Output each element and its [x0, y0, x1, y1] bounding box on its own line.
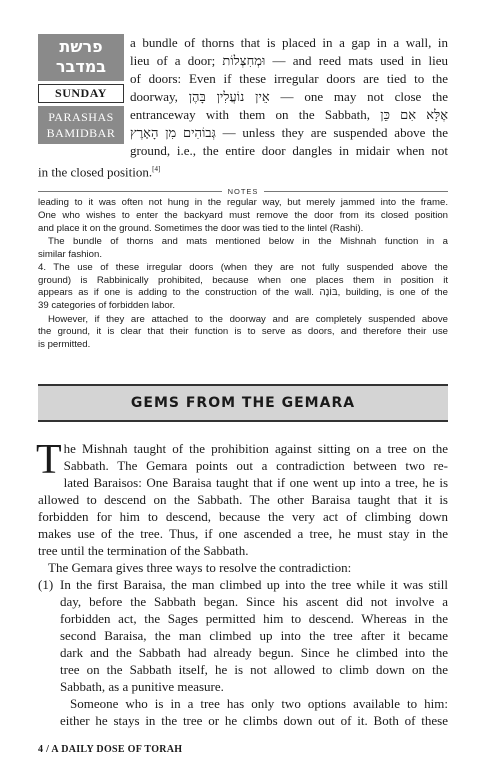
notes-label: NOTES [227, 186, 259, 196]
text-line: in the closed position. [38, 164, 153, 180]
list-item-label: (1) [38, 577, 54, 593]
body-line: forbidden act, the Sages permitted him to descend. Whereas in the [60, 611, 448, 627]
section-title: GEMS FROM THE GEMARA [38, 384, 448, 422]
body-line: dark and the Sabbath had already begun. Since he climbed into the [60, 645, 448, 661]
body-line: allowed to descend on the Sabbath. The other Baraisa taught that it is [38, 492, 448, 508]
note-line: and place it on the ground. Sometimes the door was tied to the lintel (Rashi). [38, 222, 364, 234]
notes-divider [38, 186, 448, 196]
note-line: The bundle of thorns and mats mentioned below in the Mishnah function in a [48, 236, 448, 248]
top-text [130, 34, 448, 160]
day-label: SUNDAY [38, 84, 124, 103]
footnote-ref[interactable]: [4] [152, 165, 161, 173]
body-line: Someone who is in a tree has only two options available to him: [70, 696, 448, 712]
note-line: similar fashion. [38, 248, 102, 260]
parasha-line-2: BAMIDBAR [46, 126, 116, 140]
body-line: In the first Baraisa, the man climbed up into the tree while it was still [60, 577, 448, 593]
list-item-text [38, 576, 448, 729]
text-line: of doors: Even if these irregular doors are tied to the [130, 71, 448, 86]
text-line: lieu of a door; וּמְחִצְּלוֹת — and reed mats used in lieu [130, 53, 448, 68]
text-line: entranceway with them on the Sabbath, אֶלָּא אִם כֵּן [130, 107, 448, 122]
note-line: One who wishes to enter the backyard must remove the door from its closed position [38, 209, 448, 221]
parasha-name [38, 106, 124, 144]
text-line: a bundle of thorns that is placed in a gap in a wall, in [130, 35, 448, 50]
top-section [38, 34, 448, 181]
text-line-last [38, 160, 448, 181]
page [38, 34, 448, 729]
text-line: גְּבוֹהִים מִן הָאָרֶץ — unless they are suspended above the [130, 125, 448, 140]
body-line: tree on the Sabbath itself, he is not allowed to climb down on the [60, 662, 448, 678]
body-line: tree until the termination of the Sabbath. [38, 543, 249, 559]
body-text [36, 437, 448, 729]
note-line: 39 categories of forbidden labor. [38, 300, 176, 312]
notes [38, 197, 448, 351]
rule-left [38, 191, 222, 192]
note-line: 4. The use of these irregular doors (when they are not fully suspended above the [38, 262, 448, 274]
note-line: the ground, it is clear that their function is to serve as doors, and therefore their use [38, 326, 448, 338]
parasha-line-1: PARASHAS [48, 110, 114, 124]
hebrew-parasha-title: פרשת במדבר [38, 34, 124, 81]
text-line: doorway, אֵין נוֹעֲלִין בָּהֶן — one may not close the [130, 89, 449, 104]
rule-right [264, 191, 448, 192]
note-line: ground) is Rabbinically prohibited, because when one places them in position it [38, 274, 448, 286]
drop-cap: T [36, 437, 62, 484]
body-line: either he stays in the tree or he climbs down out of it. Both of these [60, 713, 448, 729]
body-line: makes use of the tree. Thus, if one ascended a tree, he must stay in the [38, 526, 448, 542]
note-line: However, if they are attached to the doorway and are completely suspended above [48, 313, 448, 325]
body-line: second Baraisa, the man climbed up into the tree after it became [60, 628, 448, 644]
body-line: Sabbath. The Gemara points out a contradiction between two re- [63, 458, 448, 474]
text-line: ground, i.e., the entire door dangles in midair when not [130, 143, 448, 158]
body-line: lated Baraisos: One Baraisa taught that if one went up into a tree, he is [63, 475, 448, 491]
note-line: is permitted. [38, 338, 91, 350]
list-item-1 [38, 576, 448, 729]
note-line: leading to it was often not hung in the regular way, but merely jammed into the frame. [38, 197, 448, 209]
body-line: he Mishnah taught of the prohibition against sitting on a tree on the [63, 441, 448, 457]
parasha-sidebox [38, 34, 124, 144]
body-line: Sabbath, as a punitive measure. [60, 679, 224, 695]
note-line: appears as if one is adding to the construction of the wall. בּוֹנֶה, building, is one of the [38, 287, 448, 299]
body-line: day, before the Sabbath began. Since his ascent did not involve a [60, 594, 448, 610]
body-line: The Gemara gives three ways to resolve the contradiction: [48, 560, 352, 576]
body-line: forbidden for him to descend, because the very act of climbing down [38, 509, 448, 525]
page-footer: 4 / A DAILY DOSE OF TORAH [38, 744, 183, 755]
